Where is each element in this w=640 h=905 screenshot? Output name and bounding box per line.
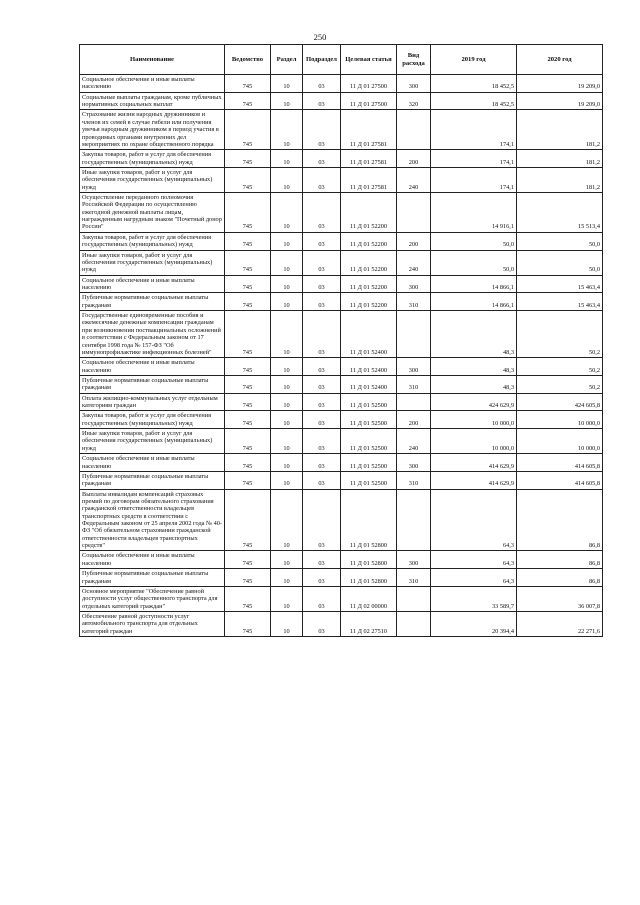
cell-target: 11 Д 01 52200 — [341, 293, 397, 311]
row-name-text: Социальное обеспечение и иные выплаты населению — [82, 359, 195, 374]
cell-name — [80, 250, 225, 275]
cell-y2019: 10 000,0 — [431, 429, 517, 454]
cell-y2020: 36 007,8 — [517, 586, 603, 611]
row-name-text: Социальные выплаты гражданам, кроме публичных нормативных социальных выплат — [82, 93, 222, 109]
row-name-text: Публичные нормативные социальные выплаты гражданам — [82, 376, 209, 392]
table-row — [80, 489, 603, 551]
cell-y2020: 15 513,4 — [517, 193, 603, 233]
cell-type: 300 — [397, 358, 431, 376]
cell-dept: 745 — [225, 569, 271, 587]
header-section: Раздел — [271, 45, 303, 75]
cell-name — [80, 489, 225, 551]
row-name-text: Обеспечение равной доступности услуг автомобильного транспорта для отдельных категорий граждан — [82, 613, 198, 635]
cell-y2019: 14 866,1 — [431, 293, 517, 311]
cell-y2019: 64,3 — [431, 569, 517, 587]
cell-y2020: 10 000,0 — [517, 429, 603, 454]
cell-target: 11 Д 01 52500 — [341, 393, 397, 411]
cell-target: 11 Д 02 27510 — [341, 612, 397, 637]
cell-y2019: 18 452,5 — [431, 75, 517, 93]
cell-subsection: 03 — [303, 311, 341, 358]
cell-y2019: 48,3 — [431, 358, 517, 376]
cell-name — [80, 150, 225, 168]
table-row — [80, 150, 603, 168]
cell-y2020: 50,2 — [517, 358, 603, 376]
cell-dept: 745 — [225, 75, 271, 93]
cell-y2020: 424 605,8 — [517, 393, 603, 411]
cell-type: 200 — [397, 232, 431, 250]
cell-type: 200 — [397, 150, 431, 168]
cell-subsection: 03 — [303, 411, 341, 429]
header-name: Наименование — [80, 45, 225, 75]
cell-subsection: 03 — [303, 612, 341, 637]
cell-target: 11 Д 01 52500 — [341, 471, 397, 489]
row-name-text: Закупка товаров, работ и услуг для обеспечения государственных (муниципальных) нужд — [82, 412, 212, 427]
cell-y2020: 181,2 — [517, 150, 603, 168]
cell-y2020: 50,2 — [517, 311, 603, 358]
cell-dept: 745 — [225, 454, 271, 472]
cell-subsection: 03 — [303, 250, 341, 275]
cell-name — [80, 167, 225, 192]
cell-y2020: 414 605,8 — [517, 471, 603, 489]
table-row — [80, 110, 603, 150]
cell-target: 11 Д 01 27581 — [341, 110, 397, 150]
table-row — [80, 612, 603, 637]
table-row — [80, 232, 603, 250]
cell-type: 300 — [397, 454, 431, 472]
cell-section: 10 — [271, 110, 303, 150]
cell-subsection: 03 — [303, 569, 341, 587]
cell-target: 11 Д 01 52800 — [341, 489, 397, 551]
cell-name — [80, 358, 225, 376]
table-row — [80, 551, 603, 569]
cell-subsection: 03 — [303, 193, 341, 233]
cell-target: 11 Д 01 52800 — [341, 569, 397, 587]
cell-subsection: 03 — [303, 429, 341, 454]
row-name-text: Публичные нормативные социальные выплаты гражданам — [82, 472, 209, 488]
table-row — [80, 569, 603, 587]
header-dept: Ведомство — [225, 45, 271, 75]
cell-y2019: 414 629,9 — [431, 454, 517, 472]
cell-y2019: 50,0 — [431, 250, 517, 275]
cell-dept: 745 — [225, 250, 271, 275]
cell-type — [397, 489, 431, 551]
cell-section: 10 — [271, 569, 303, 587]
cell-y2019: 18 452,5 — [431, 92, 517, 110]
cell-subsection: 03 — [303, 75, 341, 93]
cell-dept: 745 — [225, 612, 271, 637]
table-row — [80, 75, 603, 93]
cell-subsection: 03 — [303, 551, 341, 569]
cell-y2020: 50,0 — [517, 250, 603, 275]
cell-subsection: 03 — [303, 375, 341, 393]
cell-type: 200 — [397, 411, 431, 429]
table-row — [80, 454, 603, 472]
cell-dept: 745 — [225, 275, 271, 293]
cell-y2020: 414 605,8 — [517, 454, 603, 472]
cell-type: 240 — [397, 429, 431, 454]
table-row — [80, 167, 603, 192]
cell-dept: 745 — [225, 411, 271, 429]
table-row — [80, 293, 603, 311]
cell-section: 10 — [271, 358, 303, 376]
row-name-text: Иные закупки товаров, работ и услуг для обеспечения государственных (муниципальных) нужд — [82, 168, 213, 191]
cell-name — [80, 551, 225, 569]
cell-section: 10 — [271, 250, 303, 275]
cell-subsection: 03 — [303, 454, 341, 472]
cell-section: 10 — [271, 75, 303, 93]
cell-type: 300 — [397, 551, 431, 569]
cell-y2019: 14 916,1 — [431, 193, 517, 233]
cell-name — [80, 586, 225, 611]
cell-subsection: 03 — [303, 167, 341, 192]
table-row — [80, 358, 603, 376]
cell-dept: 745 — [225, 232, 271, 250]
cell-y2020: 50,2 — [517, 375, 603, 393]
cell-section: 10 — [271, 92, 303, 110]
cell-subsection: 03 — [303, 358, 341, 376]
page-number: 250 — [313, 32, 327, 42]
cell-name — [80, 393, 225, 411]
cell-subsection: 03 — [303, 232, 341, 250]
cell-dept: 745 — [225, 358, 271, 376]
cell-dept: 745 — [225, 150, 271, 168]
cell-y2019: 33 589,7 — [431, 586, 517, 611]
cell-section: 10 — [271, 454, 303, 472]
cell-name — [80, 275, 225, 293]
row-name-text: Осуществление переданного полномочия Российской Федерации по осуществлению ежегодной денежной выплаты лицам, награжденным нагрудным знаком "Почетный донор России" — [82, 194, 222, 231]
row-name-text: Социальное обеспечение и иные выплаты населению — [82, 455, 195, 470]
cell-target: 11 Д 01 27500 — [341, 75, 397, 93]
cell-section: 10 — [271, 293, 303, 311]
table-row — [80, 411, 603, 429]
cell-y2020: 50,0 — [517, 232, 603, 250]
header-2019: 2019 год — [431, 45, 517, 75]
cell-type — [397, 193, 431, 233]
cell-name — [80, 293, 225, 311]
cell-dept: 745 — [225, 375, 271, 393]
cell-target: 11 Д 01 52500 — [341, 429, 397, 454]
cell-y2020: 181,2 — [517, 167, 603, 192]
cell-target: 11 Д 01 52400 — [341, 375, 397, 393]
cell-section: 10 — [271, 411, 303, 429]
cell-name — [80, 193, 225, 233]
cell-target: 11 Д 01 52200 — [341, 275, 397, 293]
table-row — [80, 429, 603, 454]
cell-y2020: 86,8 — [517, 569, 603, 587]
row-name-text: Социальное обеспечение и иные выплаты населению — [82, 276, 195, 291]
cell-section: 10 — [271, 393, 303, 411]
cell-section: 10 — [271, 193, 303, 233]
cell-y2019: 174,1 — [431, 150, 517, 168]
cell-dept: 745 — [225, 471, 271, 489]
row-name-text: Иные закупки товаров, работ и услуг для обеспечения государственных (муниципальных) нужд — [82, 430, 213, 452]
cell-y2020: 15 463,4 — [517, 293, 603, 311]
cell-dept: 745 — [225, 167, 271, 192]
cell-y2019: 20 394,4 — [431, 612, 517, 637]
row-name-text: Публичные нормативные социальные выплаты гражданам — [82, 294, 209, 309]
row-name-text: Социальное обеспечение и иные выплаты населению — [82, 552, 195, 567]
cell-y2019: 64,3 — [431, 489, 517, 551]
cell-section: 10 — [271, 612, 303, 637]
cell-section: 10 — [271, 551, 303, 569]
cell-y2020: 86,8 — [517, 551, 603, 569]
cell-name — [80, 411, 225, 429]
cell-y2020: 19 209,0 — [517, 92, 603, 110]
row-name-text: Основное мероприятие "Обеспечение равной доступности услуг общественного транспорта для отдельных категорий граждан" — [82, 587, 218, 610]
cell-type — [397, 586, 431, 611]
table-row — [80, 471, 603, 489]
cell-target: 11 Д 01 52500 — [341, 411, 397, 429]
header-type: Вид расхода — [397, 45, 431, 75]
cell-name — [80, 75, 225, 93]
cell-target: 11 Д 01 52400 — [341, 358, 397, 376]
cell-subsection: 03 — [303, 471, 341, 489]
cell-target: 11 Д 01 27581 — [341, 167, 397, 192]
cell-y2020: 15 463,4 — [517, 275, 603, 293]
table-row — [80, 311, 603, 358]
row-name-text: Закупка товаров, работ и услуг для обеспечения государственных (муниципальных) нужд — [82, 151, 212, 166]
cell-name — [80, 454, 225, 472]
cell-section: 10 — [271, 167, 303, 192]
row-name-text: Страхование жизни народных дружинников и членов их семей в случае гибели или получения увечья народным дружинником в период участия в проводимых органами внутренних дел мероприятиях по охране общественного порядка — [82, 111, 219, 148]
cell-type — [397, 393, 431, 411]
table-row — [80, 275, 603, 293]
cell-type: 240 — [397, 250, 431, 275]
cell-y2019: 14 866,1 — [431, 275, 517, 293]
cell-section: 10 — [271, 150, 303, 168]
cell-target: 11 Д 01 52200 — [341, 250, 397, 275]
row-name-text: Оплата жилищно-коммунальных услуг отдельным категориям граждан — [82, 394, 218, 410]
cell-y2019: 48,3 — [431, 375, 517, 393]
cell-dept: 745 — [225, 489, 271, 551]
table-row — [80, 193, 603, 233]
row-name-text: Выплаты инвалидам компенсаций страховых премий по договорам обязательного страхования гражданской ответственности владельцев транспортных средств в соответствии с Федеральным законом от 25 апреля 2002 года № 40-ФЗ "Об обязательном страховании гражданской ответственности владельцев транспортных средств" — [82, 490, 222, 550]
cell-name — [80, 375, 225, 393]
cell-name — [80, 110, 225, 150]
cell-dept: 745 — [225, 193, 271, 233]
cell-name — [80, 429, 225, 454]
cell-subsection: 03 — [303, 275, 341, 293]
cell-dept: 745 — [225, 429, 271, 454]
cell-type: 310 — [397, 569, 431, 587]
cell-name — [80, 311, 225, 358]
table-row — [80, 393, 603, 411]
cell-target: 11 Д 02 00000 — [341, 586, 397, 611]
cell-subsection: 03 — [303, 150, 341, 168]
cell-type: 310 — [397, 375, 431, 393]
cell-target: 11 Д 01 27581 — [341, 150, 397, 168]
header-target: Целевая статья — [341, 45, 397, 75]
cell-name — [80, 471, 225, 489]
cell-name — [80, 612, 225, 637]
cell-type: 240 — [397, 167, 431, 192]
cell-section: 10 — [271, 232, 303, 250]
row-name-text: Иные закупки товаров, работ и услуг для обеспечения государственных (муниципальных) нужд — [82, 251, 213, 274]
cell-dept: 745 — [225, 293, 271, 311]
cell-section: 10 — [271, 586, 303, 611]
cell-dept: 745 — [225, 110, 271, 150]
cell-target: 11 Д 01 52800 — [341, 551, 397, 569]
cell-type: 300 — [397, 275, 431, 293]
cell-subsection: 03 — [303, 92, 341, 110]
cell-dept: 745 — [225, 586, 271, 611]
cell-type: 310 — [397, 293, 431, 311]
cell-y2020: 86,8 — [517, 489, 603, 551]
cell-target: 11 Д 01 52400 — [341, 311, 397, 358]
cell-dept: 745 — [225, 393, 271, 411]
cell-target: 11 Д 01 52200 — [341, 232, 397, 250]
cell-name — [80, 232, 225, 250]
cell-target: 11 Д 01 52200 — [341, 193, 397, 233]
cell-subsection: 03 — [303, 393, 341, 411]
cell-type: 300 — [397, 75, 431, 93]
cell-section: 10 — [271, 275, 303, 293]
row-name-text: Публичные нормативные социальные выплаты гражданам — [82, 570, 209, 585]
cell-y2019: 414 629,9 — [431, 471, 517, 489]
cell-type: 320 — [397, 92, 431, 110]
cell-y2019: 10 000,0 — [431, 411, 517, 429]
cell-dept: 745 — [225, 92, 271, 110]
cell-type — [397, 110, 431, 150]
cell-y2019: 174,1 — [431, 110, 517, 150]
cell-y2019: 48,3 — [431, 311, 517, 358]
cell-y2020: 22 271,6 — [517, 612, 603, 637]
cell-y2019: 50,0 — [431, 232, 517, 250]
cell-subsection: 03 — [303, 293, 341, 311]
table-body — [80, 75, 603, 637]
budget-table — [79, 44, 603, 637]
cell-subsection: 03 — [303, 586, 341, 611]
cell-subsection: 03 — [303, 489, 341, 551]
row-name-text: Государственные единовременные пособия и ежемесячные денежные компенсации гражданам при возникновении поствакцинальных осложнений в соответствии с Федеральным законом от 17 сентября 1998 года № 157-ФЗ "Об иммунопрофилактике инфекционных болезней" — [82, 312, 221, 356]
cell-dept: 745 — [225, 551, 271, 569]
cell-section: 10 — [271, 489, 303, 551]
cell-section: 10 — [271, 311, 303, 358]
cell-section: 10 — [271, 429, 303, 454]
table-row — [80, 92, 603, 110]
cell-type — [397, 612, 431, 637]
cell-y2019: 174,1 — [431, 167, 517, 192]
header-2020: 2020 год — [517, 45, 603, 75]
cell-y2020: 19 209,0 — [517, 75, 603, 93]
cell-dept: 745 — [225, 311, 271, 358]
cell-y2019: 64,3 — [431, 551, 517, 569]
table-row — [80, 586, 603, 611]
cell-section: 10 — [271, 375, 303, 393]
cell-name — [80, 92, 225, 110]
table-row — [80, 375, 603, 393]
header-row — [80, 45, 603, 75]
table-row — [80, 250, 603, 275]
cell-y2020: 181,2 — [517, 110, 603, 150]
cell-target: 11 Д 01 52500 — [341, 454, 397, 472]
cell-target: 11 Д 01 27500 — [341, 92, 397, 110]
row-name-text: Социальное обеспечение и иные выплаты населению — [82, 76, 195, 91]
cell-y2019: 424 629,9 — [431, 393, 517, 411]
cell-type — [397, 311, 431, 358]
cell-section: 10 — [271, 471, 303, 489]
cell-subsection: 03 — [303, 110, 341, 150]
cell-name — [80, 569, 225, 587]
row-name-text: Закупка товаров, работ и услуг для обеспечения государственных (муниципальных) нужд — [82, 233, 212, 249]
cell-y2020: 10 000,0 — [517, 411, 603, 429]
header-subsection: Подраздел — [303, 45, 341, 75]
cell-type: 310 — [397, 471, 431, 489]
